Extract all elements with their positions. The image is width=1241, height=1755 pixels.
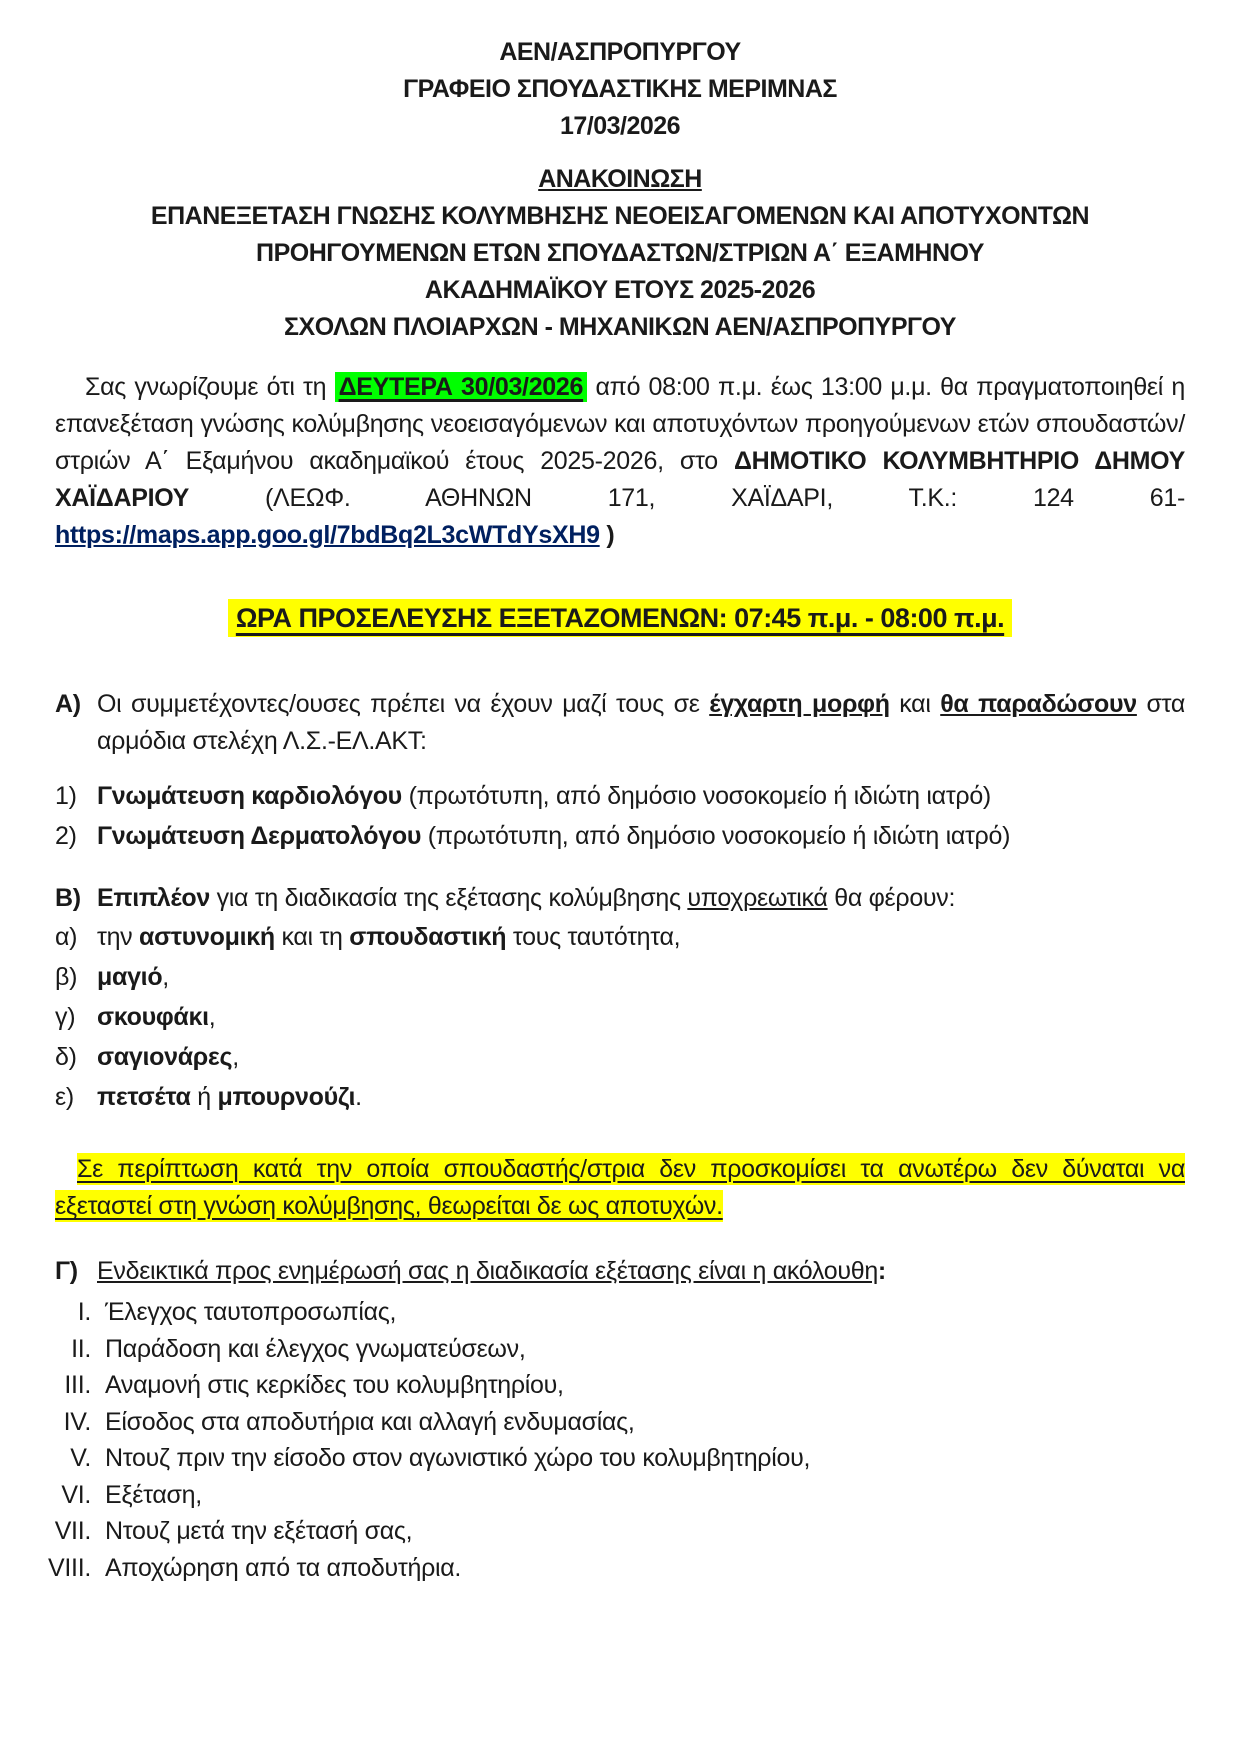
item-text [97, 816, 1185, 856]
step-text: Εξέταση, [105, 1480, 202, 1509]
arrival-time-banner: ΩΡΑ ΠΡΟΣΕΛΕΥΣΗΣ ΕΞΕΤΑΖΟΜΕΝΩΝ: 07:45 π.μ. - 08:00 π.μ. [228, 599, 1012, 637]
item-text [97, 917, 1185, 957]
step-text: Ντουζ πριν την είσοδο στον αγωνιστικό χώρο του κολυμβητηρίου, [105, 1444, 811, 1472]
step-number: VII. [54, 1517, 91, 1545]
announcement-subtitle-line-4: ΣΧΟΛΩΝ ΠΛΟΙΑΡΧΩΝ - ΜΗΧΑΝΙΚΩΝ ΑΕΝ/ΑΣΠΡΟΠΥΡΓΟΥ [284, 313, 956, 341]
header-date: 17/03/2026 [559, 112, 681, 140]
req-bold-1: μαγιό [97, 963, 163, 991]
req-post: τους ταυτότητα, [506, 923, 681, 951]
section-a-text [97, 686, 1185, 760]
section-b-label: Β) [55, 884, 81, 912]
list-item [55, 816, 1185, 856]
req-bold-1: σκουφάκι [97, 1003, 209, 1031]
item-letter: ε) [55, 1083, 74, 1111]
step-text: Παράδοση και έλεγχος γνωματεύσεων, [105, 1334, 526, 1363]
item-letter: δ) [55, 1043, 77, 1071]
item-text [97, 776, 1185, 816]
section-a-mid: και [889, 690, 941, 718]
step-number: VI. [61, 1480, 91, 1509]
list-item [55, 776, 1185, 816]
list-item [55, 997, 1185, 1037]
list-item [35, 1550, 1185, 1587]
item-number: 1) [55, 782, 77, 810]
section-c [55, 1253, 1185, 1290]
item-number: 2) [55, 822, 77, 850]
doc-header [55, 34, 1185, 145]
step-text: Ντουζ μετά την εξέτασή σας, [105, 1517, 413, 1545]
document-name: Γνωμάτευση καρδιολόγου [97, 782, 402, 810]
intro-mid-text: από 08:00 π.μ. έως 13:00 μ.μ. θα πραγματοποιηθεί η επανεξέταση γνώσης κολύμβησης νεοεισαγόμενων και αποτυχόντων προηγούμενων ετών σπουδαστών/στριών Α΄ Εξαμήνου ακαδημαϊκού έτους 2025-2026, στο [55, 373, 1185, 475]
list-item [35, 1440, 1185, 1477]
maps-link[interactable]: https://maps.app.goo.gl/7bdBq2L3cWTdYsXH9 [55, 521, 600, 549]
warning-highlighted-text: Σε περίπτωση κατά την οποία σπουδαστής/στρια δεν προσκομίσει τα ανωτέρω δεν δύναται να εξεταστεί στη γνώση κολύμβησης, θεωρείται δε ως αποτυχών. [55, 1155, 1185, 1220]
procedure-list [48, 1294, 1185, 1586]
venue-address: (ΛΕΩΦ. ΑΘΗΝΩΝ 171, ΧΑΪΔΑΡΙ, Τ.Κ.: 124 61- [265, 484, 1185, 512]
list-item [35, 1404, 1185, 1441]
req-mid: ή [190, 1083, 218, 1111]
list-item [55, 917, 1185, 957]
list-item [35, 1477, 1185, 1514]
announcement-subtitle-line-2: ΠΡΟΗΓΟΥΜΕΝΩΝ ΕΤΩΝ ΣΠΟΥΔΑΣΤΩΝ/ΣΤΡΙΩΝ Α΄ ΕΞΑΜΗΝΟΥ [256, 239, 984, 267]
section-b-underlined: υποχρεωτικά [687, 884, 828, 912]
step-number: II. [71, 1334, 91, 1363]
section-a [55, 686, 1185, 760]
list-item [55, 1077, 1185, 1117]
requirements-list [55, 917, 1185, 1117]
section-a-post: στα αρμόδια στελέχη Λ.Σ.-ΕΛ.ΑΚΤ: [97, 690, 1185, 755]
item-letter: β) [55, 963, 78, 991]
item-text [97, 1037, 1185, 1077]
list-item [55, 1037, 1185, 1077]
intro-pre-text: Σας γνωρίζουμε ότι τη [85, 373, 335, 401]
req-post: , [208, 1003, 216, 1031]
item-letter: γ) [55, 1003, 76, 1031]
item-text [97, 997, 1185, 1037]
req-post: , [232, 1043, 239, 1071]
section-c-colon: : [877, 1257, 886, 1285]
section-c-text [97, 1253, 1185, 1290]
list-item [35, 1331, 1185, 1368]
section-b [55, 880, 1185, 917]
step-text: Αναμονή στις κερκίδες του κολυμβητηρίου, [105, 1371, 564, 1399]
venue-paren-close: ) [599, 521, 615, 549]
section-a-label: Α) [55, 690, 81, 718]
list-item [35, 1513, 1185, 1550]
list-item [35, 1367, 1185, 1404]
req-bold-2: μπουρνούζι [217, 1083, 356, 1111]
time-banner-row [55, 600, 1185, 638]
section-a-bold-1: έγχαρτη μορφή [709, 690, 890, 718]
announcement-heading: ΑΝΑΚΟΙΝΩΣΗ [538, 165, 702, 193]
step-number: VIII. [48, 1553, 91, 1582]
section-a-bold-2: θα παραδώσουν [940, 690, 1137, 718]
item-text [97, 1077, 1185, 1117]
section-c-label: Γ) [55, 1257, 78, 1285]
req-post: . [355, 1083, 362, 1111]
header-academy: ΑΕΝ/ΑΣΠΡΟΠΥΡΓΟΥ [499, 38, 741, 66]
step-number: III. [64, 1371, 91, 1399]
section-b-text [97, 880, 1185, 917]
intro-paragraph [55, 369, 1185, 554]
list-item [35, 1294, 1185, 1331]
document-name: Γνωμάτευση Δερματολόγου [97, 822, 422, 850]
req-bold-2: σπουδαστική [349, 923, 507, 951]
list-item [55, 957, 1185, 997]
item-letter: α) [55, 923, 78, 951]
announcement-subtitle-line-3: ΑΚΑΔΗΜΑΪΚΟΥ ΕΤΟΥΣ 2025-2026 [424, 276, 816, 304]
exam-date-highlight: ΔΕΥΤΕΡΑ 30/03/2026 [335, 372, 588, 402]
section-a-pre: Οι συμμετέχοντες/ουσες πρέπει να έχουν μαζί τους σε [97, 690, 710, 718]
req-bold-1: σαγιονάρες [97, 1043, 233, 1071]
venue-name: ΔΗΜΟΤΙΚΟ ΚΟΛΥΜΒΗΤΗΡΙΟ ΔΗΜΟΥ ΧΑΪΔΑΡΙΟΥ [55, 447, 1185, 512]
step-text: Αποχώρηση από τα αποδυτήρια. [105, 1553, 462, 1582]
section-b-post: θα φέρουν: [827, 884, 956, 912]
section-c-underlined: Ενδεικτικά προς ενημέρωσή σας η διαδικασία εξέτασης είναι η ακόλουθη [97, 1257, 878, 1285]
section-b-bold: Επιπλέον [97, 884, 210, 912]
step-number: I. [77, 1298, 91, 1326]
documents-list [55, 776, 1185, 856]
warning-paragraph [55, 1151, 1185, 1225]
req-bold-1: αστυνομική [139, 923, 275, 951]
req-bold-1: πετσέτα [97, 1083, 191, 1111]
header-office: ΓΡΑΦΕΙΟ ΣΠΟΥΔΑΣΤΙΚΗΣ ΜΕΡΙΜΝΑΣ [403, 75, 837, 103]
step-number: V. [70, 1444, 91, 1472]
step-number: IV. [63, 1407, 91, 1436]
step-text: Έλεγχος ταυτοπροσωπίας, [105, 1298, 397, 1326]
section-b-mid: για τη διαδικασία της εξέτασης κολύμβησης [209, 884, 688, 912]
item-text [97, 957, 1185, 997]
document-detail: (πρωτότυπη, από δημόσιο νοσοκομείο ή ιδιώτη ιατρό) [401, 782, 991, 810]
document-detail: (πρωτότυπη, από δημόσιο νοσοκομείο ή ιδιώτη ιατρό) [421, 822, 1011, 850]
step-text: Είσοδος στα αποδυτήρια και αλλαγή ενδυμασίας, [105, 1407, 635, 1436]
req-pre: την [97, 923, 140, 951]
announcement-title-block [55, 161, 1185, 346]
req-mid: και τη [274, 923, 350, 951]
announcement-subtitle-line-1: ΕΠΑΝΕΞΕΤΑΣΗ ΓΝΩΣΗΣ ΚΟΛΥΜΒΗΣΗΣ ΝΕΟΕΙΣΑΓΟΜΕΝΩΝ ΚΑΙ ΑΠΟΤΥΧΟΝΤΩΝ [150, 202, 1090, 230]
req-post: , [162, 963, 169, 991]
